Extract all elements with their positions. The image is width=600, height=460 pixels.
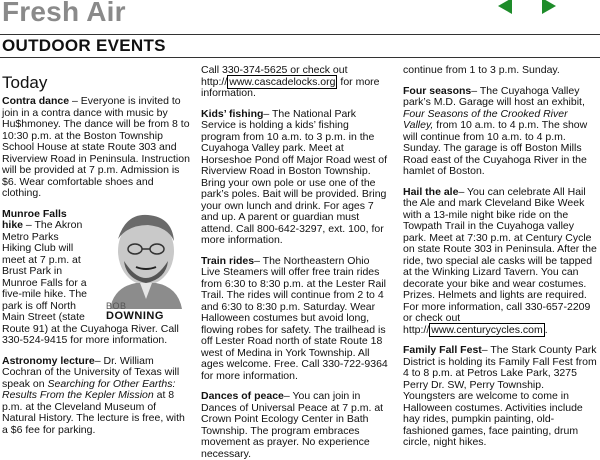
section-heading-today: Today [2,73,48,92]
columnist-portrait-icon [96,209,190,309]
photo-credit [106,301,164,321]
event-text: from 10 a.m. to 4 p.m. The show will continue from 10 a.m. to 4 p.m. Sunday. The garage is off Boston Mills Road east of the Cuyahoga River in the hamlet of Boston. [403,119,588,177]
event-text: – The Cuyahoga Valley park’s M.D. Garage will host an exhibit, [403,84,585,108]
left-arrow-icon[interactable] [498,0,512,14]
page-title: Fresh Air [2,0,126,27]
event-text: Call 330-374-5625 or check out http:// [201,64,348,88]
event-head: Kids’ fishing [201,107,264,120]
event-head: Four seasons [403,84,472,97]
event-head: Dances of peace [201,390,284,402]
event-head: Train rides [201,254,255,267]
event-text: – The Stark County Park District is holding its Family Fall Fest from 4 to 8 p.m. at Petros Lake Park, 3275 Perry Dr. SW, Perry Township. Youngsters are welcome to come in Halloween costumes. Activities include hay rides, pumpkin painting, old-fashioned games, face painting, drum circle, night hikes. [403,344,597,448]
event-astronomy-lecture [2,356,190,437]
column-1 [2,60,190,436]
hike-with-photo [2,209,190,347]
title-rule [0,34,600,35]
centurycycles-link[interactable]: www.centurycycles.com [431,323,543,336]
event-dances-of-peace [201,391,389,460]
event-text: – The Northeastern Ohio Live Steamers will offer free train rides from 6:30 to 8:30 p.m. at the Lester Rail Trail. The rides will continue from 2 to 4 and 6:30 to 8:30 p.m. Saturday. Wear Halloween costumes but avoid long, flowing robes for safety. The trailhead is off Lester Road north of state Route 18 west of Medina in York Township. All ages welcome. Free. Call 330-722-9364 for more information. [201,254,388,382]
event-text: – The National Park Service is holding a kids’ fishing program from 10 a.m. to 3 p.m. in the Cuyahoga Valley park. Meet at Horseshoe Pond off Major Road west of Riverview Road in Boston Township. Bring your own pole or use one of the park’s poles. Bait will be provided. Bring your own lunch and drink. For ages 7 and up. A parent or guardian must attend. Call 800-642-3297, ext. 100, for more information. [201,107,387,246]
event-head: Munroe Falls hike [2,207,67,231]
event-contra-dance [2,96,190,200]
event-text: – Dr. William Cochran of the University of Texas will speak on [2,354,180,390]
event-kids-fishing [201,109,389,247]
event-head: Astronomy lecture [2,354,95,367]
page-navigation [498,0,558,12]
event-text: – The Akron Metro Parks Hiking Club will meet at 7 p.m. at Brust Park in Munroe Falls for a five-mile hike. The park is off North Main Street (state Route 91) at the Cuyahoga River. Call 330-524-9415 for more information. [2,219,179,346]
subtitle-rule [0,57,600,58]
event-continued [201,65,389,100]
column-3 [403,60,598,448]
event-hail-the-ale [403,187,598,337]
event-italic-title: Searching for Other Earths: Results From the Kepler Mission [2,377,176,401]
event-four-seasons [403,86,598,178]
right-arrow-icon[interactable] [542,0,556,14]
event-italic-title: Four Seasons of the Crooked River Valley, [403,107,568,131]
event-head: Contra dance [2,95,70,107]
credit-last-name: DOWNING [106,309,164,322]
event-head: Family Fall Fest [403,344,482,356]
event-text: for more information. [201,75,380,99]
event-continued [403,65,598,77]
masthead [0,0,600,60]
event-text: continue from 1 to 3 p.m. Sunday. [403,64,560,76]
event-text: – You can celebrate All Hail the Ale and mark Cleveland Bike Week with a 13-mile night bike ride on the Towpath Trail in the Cuyahoga valley park. Meet at 7:30 p.m. at Century Cycle on state Route 303 in Peninsula. After the ride, two special ale casks will be tapped at the Winking Lizard Tavern. You can decorate your bike and wear costumes. Prizes. Helmets and lights are required. For more information, call 330-657-2209 or check out http:// [403,185,597,336]
event-text: – Everyone is invited to join in a contra dance with music by Hu$hmoney. The dance will be from 8 to 10:30 p.m. at the Boston Township School House at state Route 303 and Riverview Road in Peninsula. Instruction will be provided at 7 p.m. Admission is $6. Wear comfortable shoes and clothing. [2,95,190,199]
event-text: – You can join in Dances of Universal Peace at 7 p.m. at Crown Point Ecology Center in Bath Township. The program embraces movement as prayer. No experience necessary. [201,390,384,460]
cascadelocks-link[interactable]: www.cascadelocks.org [229,75,336,88]
event-head: Hail the ale [403,185,459,198]
event-text: at 8 p.m. at the Cleveland Museum of Natural History. The lecture is free, with a $6 fee for parking. [2,389,185,436]
event-family-fall-fest [403,345,598,449]
columnist-photo [96,209,190,321]
section-subtitle: OUTDOOR EVENTS [2,36,166,55]
column-2 [201,60,389,460]
credit-first-name: BOB [106,300,127,311]
event-text: . [544,323,548,336]
event-train-rides [201,256,389,383]
